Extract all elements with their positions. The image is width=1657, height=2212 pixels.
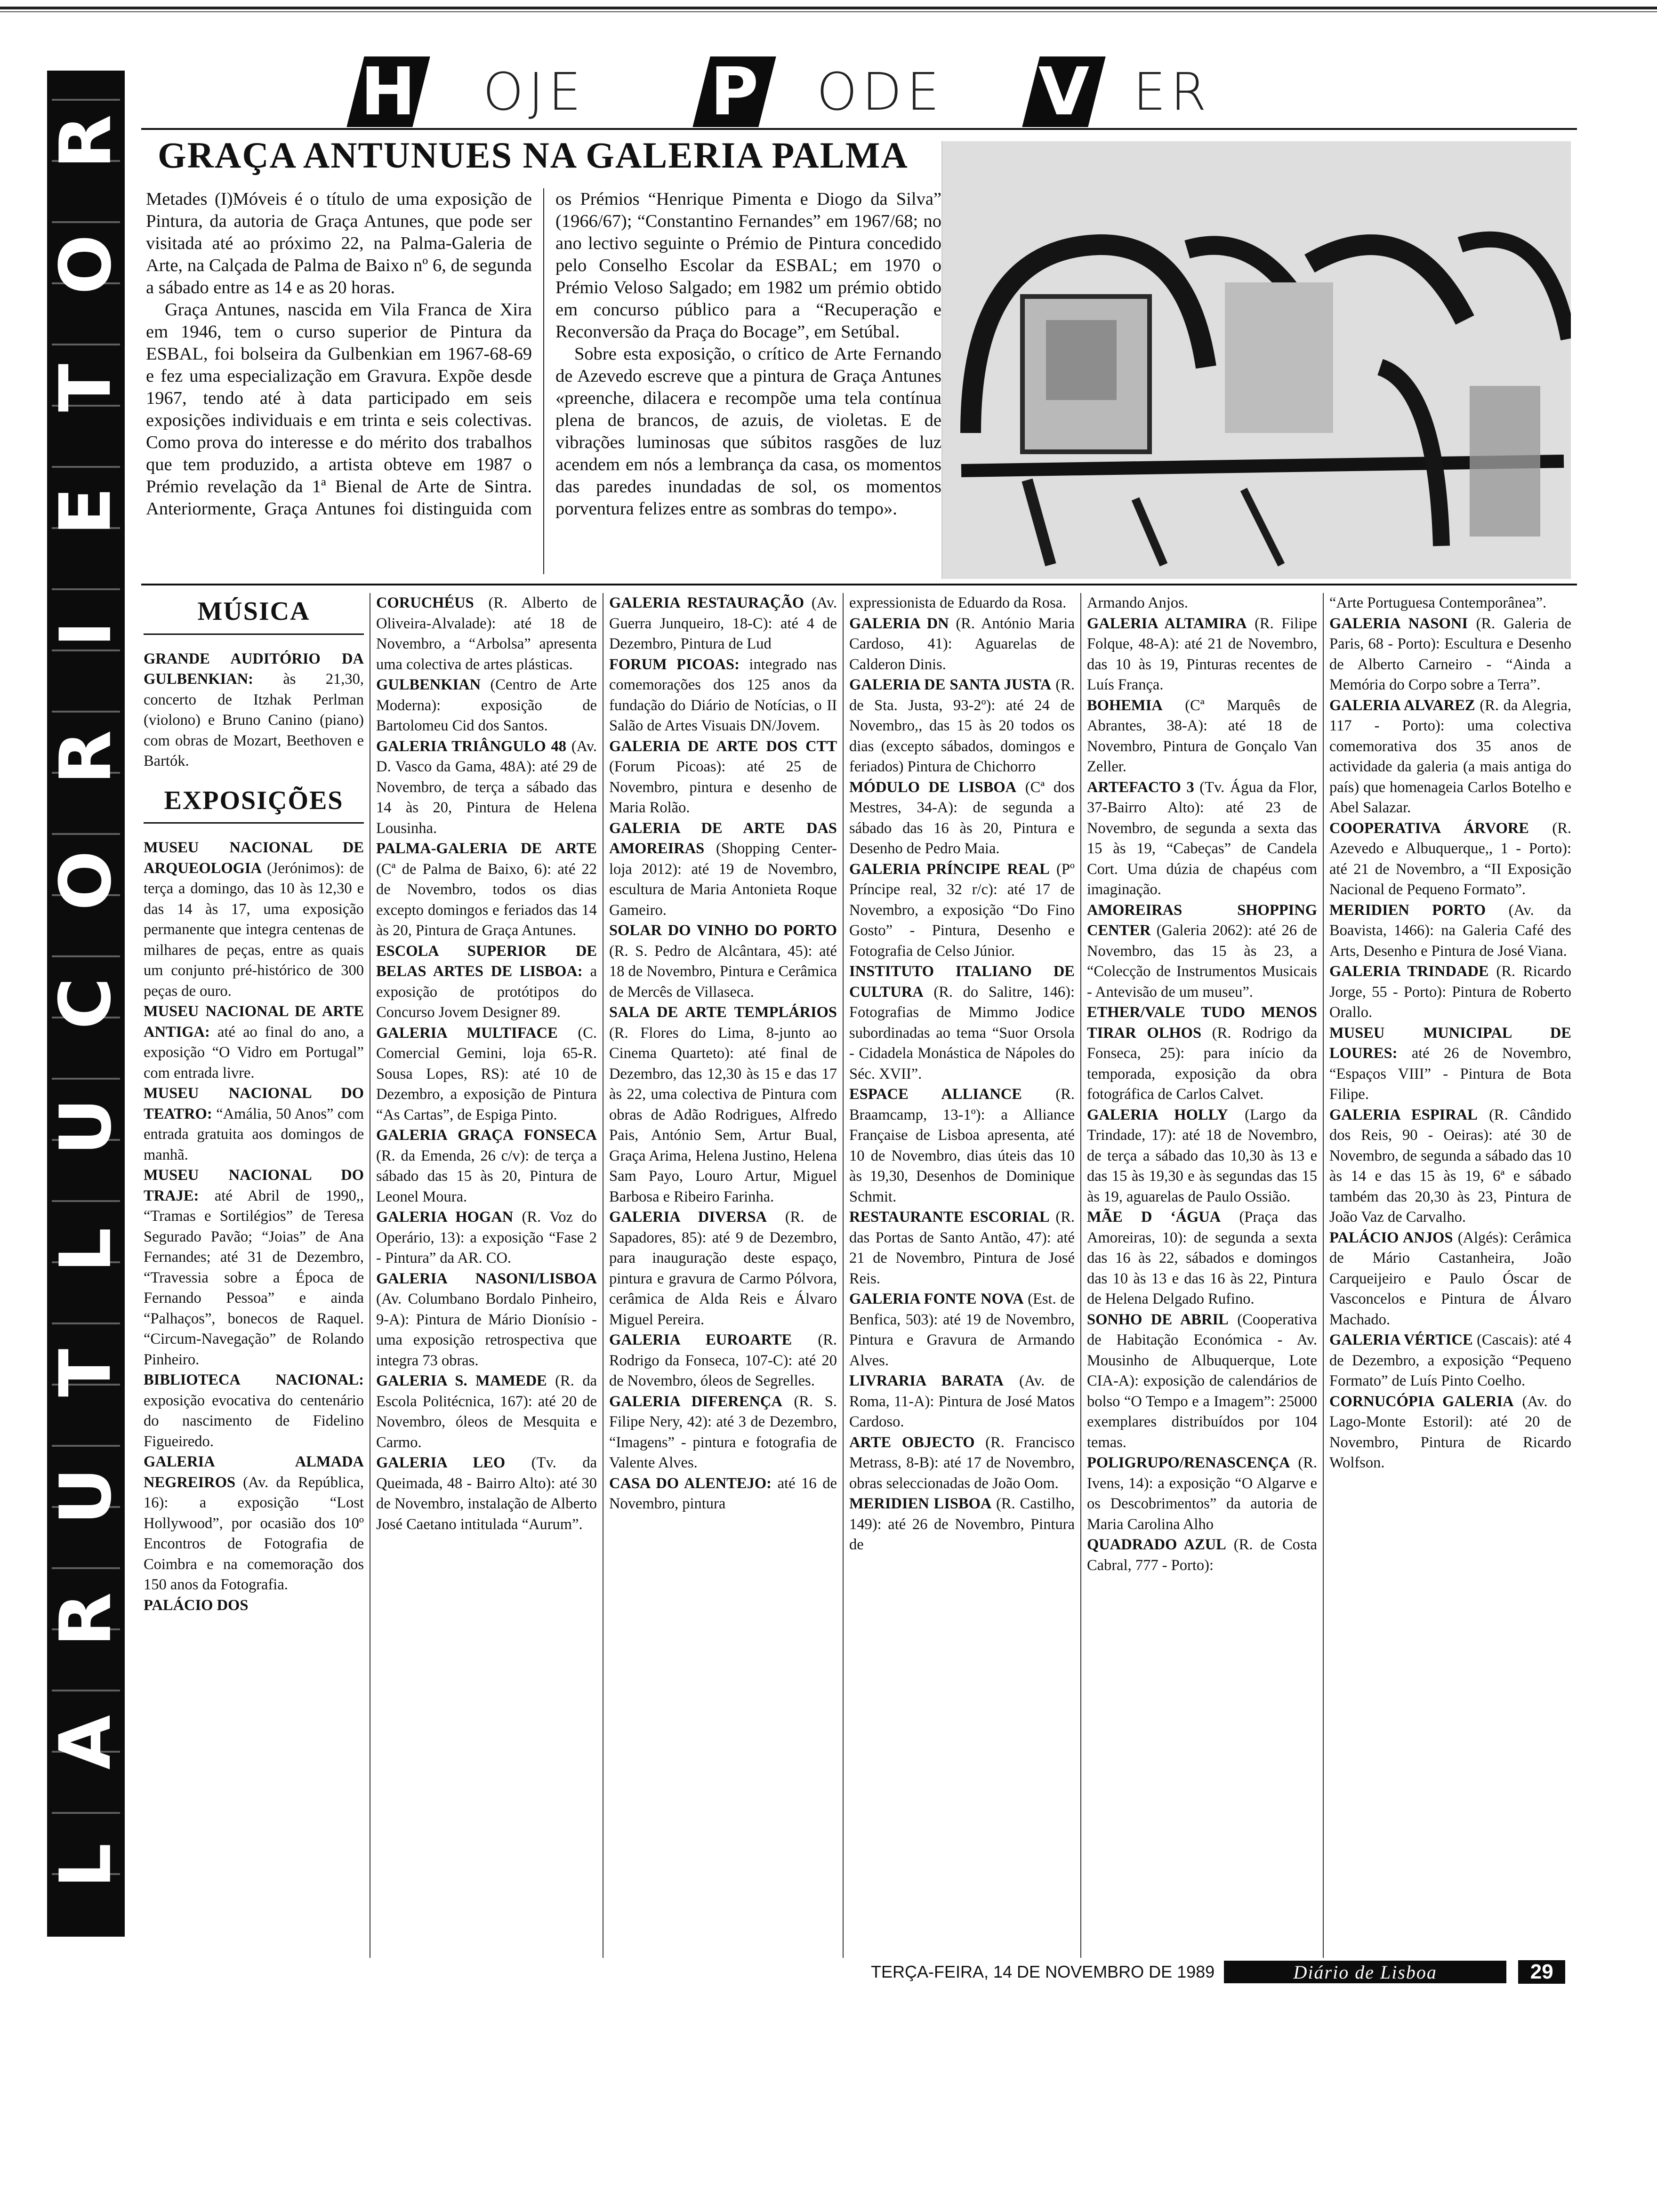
listing-details: (Cascais): até 4 de Dezembro, a exposição “Pequeno Formato” de Luís Pinto Coelho. [1329,1331,1571,1389]
side-banner-letter [45,1080,127,1174]
side-banner-hatch [52,955,120,957]
listing-entry [1329,1330,1571,1392]
header-rule [141,128,1577,130]
listing-entry [1087,1207,1317,1310]
listing-entry [376,941,597,1023]
listing-venue: SOLAR DO VINHO DO PORTO [609,922,837,939]
listings-column [1080,593,1323,1958]
listing-details: (Av. Columbano Bordalo Pinheiro, 9-A): Pintura de Mário Dionísio - uma exposição retrospectiva que integra 73 obras. [376,1290,597,1369]
side-banner-hatch [52,99,120,101]
side-banner-hatch [52,1139,120,1141]
exhibition-list [609,593,837,1515]
listing-venue: GALERIA ESPIRAL [1329,1106,1478,1123]
listing-details: (Tv. Água da Flor, 37-Bairro Alto): até 23 de Novembro, de segunda a sexta das 15 às 19, “Cabeças” de Candela Cort. Uma dúzia de chapéus com imaginação. [1087,778,1318,898]
listing-details: “Amália, 50 Anos” com entrada gratuita aos domingos de manhã. [144,1105,364,1163]
listing-venue: FORUM PICOAS: [609,656,740,673]
listing-entry [1329,696,1571,818]
music-list [144,649,364,772]
footer-date: TERÇA-FEIRA, 14 DE NOVEMBRO DE 1989 [871,1962,1215,1981]
listing-entry [1329,900,1571,962]
listing-venue: PALMA-GALERIA DE ARTE [376,840,597,857]
listing-entry [1087,1105,1317,1208]
listing-entry [1087,1453,1317,1535]
listing-venue: GALERIA NASONI/LISBOA [376,1270,597,1287]
listing-details: (Av. Guerra Junqueiro, 18-C): até 4 de Dezembro, Pintura de Lud [609,594,837,652]
listing-venue: PALÁCIO DOS [144,1596,249,1614]
side-banner-hatch [52,1690,120,1691]
listing-venue: COOPERATIVA ÁRVORE [1329,819,1529,837]
side-banner-letter-text: R [45,730,127,785]
listing-details: (R. Alberto de Oliveira-Alvalade): até 18 de Novembro, a “Arbolsa” apresenta uma colectiva de artes plásticas. [376,594,597,673]
listing-entry [849,1084,1075,1207]
listing-entry [849,859,1075,962]
listing-entry [1329,614,1571,696]
artwork-illustration [942,141,1571,579]
listing-entry [849,1207,1075,1289]
listing-venue: MÃE D ‘ÁGUA [1087,1209,1221,1226]
listing-venue: ARTE OBJECTO [849,1434,975,1451]
feature-paragraph: Sobre esta exposição, o crítico de Arte Fernando de Azevedo escreve que a pintura de Graça Antunes «preenche, dilacera e recompõe uma tela contínua plena de brancos, de azuis, de violetas. E de vibrações luminosas que súbitos rasgões de luz acendem em nós a lembrança da casa, os momentos das paredes inundadas de sol, os momentos porventura felizes entre as sombras do tempo». [555,344,941,519]
side-banner-letter [45,1695,127,1789]
listing-venue: RESTAURANTE ESCORIAL [849,1209,1050,1226]
listing-entry [1087,1002,1317,1105]
page-number: 29 [1518,1960,1565,1984]
listing-entry [609,1207,837,1330]
listing-entry [1087,614,1317,696]
listing-venue: BIBLIOTECA NACIONAL: [144,1371,364,1388]
listing-entry [1329,818,1571,900]
listing-venue: GALERIA RESTAURAÇÃO [609,594,804,611]
listing-details: (Cª de Palma de Baixo, 6): até 22 de Novembro, todos os dias excepto domingos e feriados das 14 às 20, Pintura de Graça Antunes. [376,860,597,939]
side-banner-letter [45,464,127,558]
listing-venue: MERIDIEN PORTO [1329,901,1486,919]
listing-venue: MUSEU NACIONAL DE ARTE ANTIGA: [144,1003,364,1041]
listing-venue: GALERIA TRINDADE [1329,963,1489,980]
side-banner-letter-text: U [45,1098,127,1155]
side-banner-letter [45,1326,127,1420]
listing-details: (Av. da Boavista, 1466): na Galeria Café des Arts, Desenho e Pintura de José Viana. [1329,901,1571,960]
side-banner-hatch [52,1628,120,1630]
listing-details: “Arte Portuguesa Contemporânea”. [1329,594,1547,611]
listing-entry [376,1023,597,1126]
side-banner-letter-text: R [45,114,127,169]
listing-details: (R. António Maria Cardoso, 41): Aguarelas de Calderon Dinis. [849,615,1075,673]
listing-venue: SALA DE ARTE TEMPLÁRIOS [609,1004,837,1021]
listing-details: até ao final do ano, a exposição “O Vidro em Portugal” com entrada livre. [144,1023,364,1082]
feature-title: GRAÇA ANTUNUES NA GALERIA PALMA [158,135,909,176]
listing-entry [609,655,837,737]
side-banner-letter-text: A [45,1715,127,1770]
side-banner-letter-text: C [45,978,127,1030]
listing-entry [849,1371,1075,1433]
listing-details: exposição evocativa do centenário do nascimento de Fidelino Figueiredo. [144,1392,364,1450]
header-word-rest: ER [1133,62,1211,122]
listing-details: (Av. do Lago-Monte Estoril): até 20 de Novembro, Pintura de Ricardo Wolfson. [1329,1393,1571,1471]
side-banner-letter [45,1449,127,1543]
listing-details: (Galeria 2062): até 26 de Novembro, das 15 às 23, a “Colecção de Instrumentos Musicais - Antevisão de um museu”. [1087,922,1317,1001]
section-heading-exhibitions: EXPOSIÇÕES [164,785,344,815]
section-rule [144,633,364,635]
side-banner [47,71,125,1937]
listing-details: (C. Comercial Gemini, loja 65-R. Sousa Lopes, RS): até 10 de Dezembro, a exposição de Pintura “As Cartas”, de Espiga Pinto. [376,1024,597,1123]
side-banner-letter-text: U [45,1467,127,1525]
listing-details: até 26 de Novembro, “Espaços VIII” - Pintura de Bota Filipe. [1329,1045,1571,1103]
listing-entry [609,818,837,921]
listing-details: (R. Rodrigo da Fonseca, 25): para início da temporada, exposição da obra fotográfica de Carlos Calvet. [1087,1024,1317,1103]
side-banner-letter [45,1572,127,1667]
listing-details: (R. de Sta. Justa, 93-2º): até 24 de Novembro,, das 15 às 20 todos os dias (excepto sábados, domingos e feriados) Pintura de Chichorro [849,676,1075,775]
listings-column [843,593,1080,1958]
listing-venue: GALERIA ALMADA NEGREIROS [144,1453,364,1491]
feature-bottom-rule [141,584,1577,585]
side-banner-letter-text: O [45,850,127,911]
listing-venue: GALERIA S. MAMEDE [376,1372,547,1389]
side-banner-hatch [52,405,120,407]
listing-details: integrado nas comemorações dos 125 anos da fundação do Diário de Notícias, o II Salão de Artes Visuais DN/Jovem. [609,656,837,734]
side-banner-letter [45,95,127,189]
listing-venue: GALERIA DN [849,615,949,632]
listing-venue: MÓDULO DE LISBOA [849,778,1017,796]
listing-venue: POLIGRUPO/RENASCENÇA [1087,1454,1290,1471]
top-border [0,7,1657,9]
listing-details: (Av. de Roma, 11-A): Pintura de José Matos Cardoso. [849,1372,1075,1430]
listing-entry [849,675,1075,777]
listing-venue: GALERIA NASONI [1329,615,1468,632]
listing-details: (Forum Picoas): até 25 de Novembro, pintura e desenho de Maria Rolão. [609,758,837,816]
listing-venue: ESCOLA SUPERIOR DE BELAS ARTES DE LISBOA: [376,942,597,980]
listing-venue: GULBENKIAN [376,676,481,693]
listing-venue: GALERIA VÉRTICE [1329,1331,1473,1348]
listing-venue: ETHER/VALE TUDO MENOS TIRAR OLHOS [1087,1004,1317,1042]
side-banner-hatch [52,160,120,162]
listing-details: Armando Anjos. [1087,594,1188,611]
listing-details: (R. das Portas de Santo Antão, 47): até 21 de Novembro, Pintura de José Reis. [849,1209,1075,1287]
listing-details: (R. Cândido dos Reis, 90 - Oeiras): até 30 de Novembro, de segunda a sábado das 10 às 14 e das 15 às 19, 6ª e sábado também das 20,30 às 23, Pintura de João Vaz de Carvalho. [1329,1106,1571,1226]
listing-details: (R. Ivens, 14): a exposição “O Algarve e os Descobrimentos” da autoria de Maria Carolina Alho [1087,1454,1317,1533]
listing-entry [1329,1392,1571,1474]
listing-entry [1087,696,1317,777]
listing-venue: BOHEMIA [1087,697,1163,714]
listing-details: (R. do Salitre, 146): Fotografias de Mimmo Jodice subordinadas ao tema “Suor Orsola - Cidadela Monástica de Nápoles do Séc. XVII”. [849,983,1075,1082]
listing-venue: GALERIA DE SANTA JUSTA [849,676,1052,693]
listing-venue: GALERIA GRAÇA FONSECA [376,1127,597,1144]
listing-details: (Centro de Arte Moderna): exposição de Bartolomeu Cid dos Santos. [376,676,597,734]
listing-entry [849,1433,1075,1494]
listing-venue: LIVRARIA BARATA [849,1372,1004,1389]
side-banner-hatch [52,588,120,590]
listing-entry [1087,1535,1317,1576]
side-banner-hatch [52,1384,120,1386]
listing-details: (Tv. da Queimada, 48 - Bairro Alto): até 30 de Novembro, instalação de Alberto José Caetano intitulada “Aurum”. [376,1454,597,1533]
listing-entry [849,1289,1075,1371]
listing-details: (R. Filipe Folque, 48-A): até 21 de Novembro, das 10 às 19, Pinturas recentes de Luís França. [1087,615,1317,693]
listing-entry [376,1453,597,1535]
listing-details: (Av. D. Vasco da Gama, 48A): até 29 de Novembro, de terça a sábado das 14 às 20, Pintura de Helena Lousinha. [376,737,597,837]
listing-venue: GALERIA HOLLY [1087,1106,1228,1123]
listing-entry [1087,1310,1317,1453]
listing-details: até 16 de Novembro, pintura [609,1475,837,1512]
listing-details: até Abril de 1990,, “Tramas e Sortilégios” de Teresa Segurado Pavão; “Joias” de Ana Fernandes; até 31 de Dezembro, “Travessia sobre a Época de Fernando Pessoa” e ainda “Palhaços”, bonecos de Raquel. “Circum-Navegação” de Rolando Pinheiro. [144,1187,364,1368]
header-cap-text: H [361,53,416,130]
side-banner-hatch [52,772,120,774]
listing-venue: GALERIA DIFERENÇA [609,1393,782,1410]
listing-venue: CASA DO ALENTEJO: [609,1475,772,1492]
listing-venue: GALERIA PRÍNCIPE REAL [849,860,1050,878]
listing-entry [1329,962,1571,1023]
listing-details: (Cooperativa de Habitação Económica - Av. Mousinho de Albuquerque, Lote CIA-A): exposição de calendários de bolso “O Tempo e a Imagem”: 25000 exemplares distribuídos por 104 temas. [1087,1311,1317,1451]
listing-entry [1329,1105,1571,1228]
side-banner-hatch [52,711,120,713]
listing-details: (R. de Costa Cabral, 777 - Porto): [1087,1536,1317,1574]
listing-venue: MUSEU NACIONAL DO TEATRO: [144,1085,364,1122]
header-cap-text: P [710,53,759,130]
listing-details: (R. Flores do Lima, 8-junto ao Cinema Quarteto): até final de Dezembro, das 12,30 às 15 e das 17 às 22, uma colectiva de Pintura com obras de Adão Rodrigues, Alfredo Pais, António Sem, Artur Bual, Graça Arima, Helena Justino, Helena Sam Payo, Louro Artur, Miguel Barbosa e Ribeiro Farinha. [609,1024,837,1205]
listing-venue: ESPACE ALLIANCE [849,1086,1022,1103]
listing-venue: SONHO DE ABRIL [1087,1311,1229,1328]
listing-details: (R. Rodrigo da Fonseca, 107-C): até 20 de Novembro, óleos de Segrelles. [609,1331,837,1389]
listing-details: (Cª Marquês de Abrantes, 38-A): até 18 de Novembro, Pintura de Gonçalo Van Zeller. [1087,697,1317,775]
side-banner-hatch [52,1261,120,1263]
side-banner-hatch [52,221,120,223]
side-banner-letter-text: O [45,234,127,295]
listing-venue: MUSEU MUNICIPAL DE LOURES: [1329,1024,1571,1062]
listing-details: (Largo da Trindade, 17): até 18 de Novembro, de terça a sábado das 10,30 às 13 e das 15 às 19,30 e às segundas das 15 às 19, aguarelas de Paulo Ossião. [1087,1106,1317,1205]
listing-entry [376,737,597,839]
listing-details: (R. da Escola Politécnica, 167): até 20 de Novembro, óleos de Mesquita e Carmo. [376,1372,597,1451]
listing-entry [1329,1023,1571,1105]
listing-entry [1329,593,1571,614]
listing-details: (R. Castilho, 149): até 26 de Novembro, Pintura de [849,1495,1075,1553]
top-border-thin [0,11,1657,12]
side-banner-letter-text: R [45,1592,127,1647]
side-banner-title [47,71,125,1937]
exhibition-list [376,593,597,1535]
side-banner-letter-text: T [45,1349,127,1397]
listing-entry [144,1452,364,1595]
listing-venue: GALERIA DE ARTE DOS CTT [609,737,837,755]
listing-details: (R. S. Filipe Nery, 42): até 3 de Dezembro, “Imagens” - pintura e fotografia de Valente Alves. [609,1393,837,1471]
side-banner-letter-text: T [45,363,127,412]
listing-details: (R. da Alegria, 117 - Porto): uma colectiva comemorativa dos 35 anos de actividade da galeria (a mais antiga do país) que homenageia Carlos Botelho e Abel Salazar. [1329,697,1571,816]
side-banner-hatch [52,466,120,468]
exhibition-list [144,838,364,1616]
listing-details: (Jerónimos): de terça a domingo, das 10 às 12,30 e das 14 às 17, uma exposição permanente que integra centenas de milhares de peças, entre as quais um conjunto pré-histórico de 300 peças de ouro. [144,859,364,1000]
header-word-rest: OJE [483,62,586,122]
listing-entry [609,1002,837,1207]
listing-entry [376,1207,597,1269]
feature-paragraph: Metades (I)Móveis é o título de uma exposição de Pintura, da autoria de Graça Antunes, que pode ser visitada até ao próximo 22, na Palma-Galeria de Arte, na Calçada de Palma de Baixo nº 6, de segunda a sábado entre as 14 e as 20 horas. [146,189,532,297]
footer-masthead: Diário de Lisboa [1224,1961,1506,1983]
listing-entry [144,838,364,1002]
listing-venue: AMOREIRAS SHOPPING CENTER [1087,901,1317,939]
listing-details: (R. Braamcamp, 13-1º): a Alliance Française de Lisboa apresenta, até 10 de Novembro, dias úteis das 10 às 19,30, Desenhos de Dominique Schmit. [849,1086,1075,1205]
listings-column [603,593,843,1958]
listing-entry [1087,593,1317,614]
header-cap-letter [1022,53,1105,130]
listing-entry [609,737,837,818]
side-banner-letter-text: L [45,1843,127,1888]
listing-venue: CORNUCÓPIA GALERIA [1329,1393,1514,1410]
side-banner-hatch [52,1812,120,1814]
listing-venue: GRANDE AUDITÓRIO DA GULBENKIAN: [144,650,364,688]
listing-entry [376,839,597,941]
side-banner-hatch [52,1445,120,1447]
listing-venue: ARTEFACTO 3 [1087,778,1194,796]
listing-details: (R. Galeria de Paris, 68 - Porto): Escultura e Desenho de Alberto Carneiro - “Ainda a Memória do Corpo sobre a Terra”. [1329,615,1571,693]
listing-details: (Est. de Benfica, 503): até 19 de Novembro, Pintura e Gravura de Armando Alves. [849,1290,1075,1369]
listing-venue: MERIDIEN LISBOA [849,1495,992,1512]
listings-column [370,593,603,1958]
listing-venue: GALERIA DIVERSA [609,1209,767,1226]
exhibition-list [1329,593,1571,1474]
listing-entry [849,593,1075,614]
listing-entry [144,1165,364,1370]
side-banner-letter [45,1819,127,1913]
listing-venue: GALERIA HOGAN [376,1209,514,1226]
listing-venue: GALERIA ALTAMIRA [1087,615,1247,632]
listing-entry [849,614,1075,675]
listing-details: (Av. da República, 16): a exposição “Lost Hollywood”, por ocasião dos 10º Encontros de Fotografia de Coimbra e na comemoração dos 150 anos da Fotografia. [144,1474,364,1593]
side-banner-letter-text: E [45,487,127,536]
side-banner-hatch [52,1751,120,1753]
listing-venue: GALERIA DE ARTE DAS AMOREIRAS [609,819,837,857]
listing-entry [1087,900,1317,1003]
listing-entry [849,1494,1075,1555]
listings-column [1323,593,1577,1958]
listing-entry [144,1370,364,1452]
listing-details: (R. Ricardo Jorge, 55 - Porto): Pintura de Roberto Orallo. [1329,963,1571,1021]
listing-details: (R. Voz do Operário, 13): a exposição “Fase 2 - Pintura” da AR. CO. [376,1209,597,1266]
listing-entry [376,1125,597,1207]
listing-venue: GALERIA ALVAREZ [1329,697,1475,714]
listing-details: (R. Francisco Metrass, 8-B): até 17 de Novembro, obras seleccionadas de João Oom. [849,1434,1075,1492]
side-banner-hatch [52,649,120,651]
listing-entry [144,1595,364,1616]
side-banner-hatch [52,1567,120,1569]
side-banner-hatch [52,1506,120,1508]
listing-entry [376,675,597,737]
listing-details: (R. S. Pedro de Alcântara, 45): até 18 de Novembro, Pintura e Cerâmica de Mercês de Villaseca. [609,942,837,1001]
listing-venue: INSTITUTO ITALIANO DE CULTURA [849,963,1075,1001]
listings [144,593,1577,1958]
side-banner-hatch [52,833,120,835]
listing-details: (Praça das Amoreiras, 10): de segunda a sexta das 16 às 22, sábados e domingos das 10 às 13 e das 16 às 22, Pintura de Helena Delgado Rufino. [1087,1209,1317,1307]
side-banner-hatch [52,1200,120,1202]
listing-entry [609,921,837,1002]
side-banner-hatch [52,527,120,529]
listing-details: (Pº Príncipe real, 32 r/c): até 17 de Novembro, a exposição “Do Fino Gosto” - Pintura, Desenho e Fotografia de Celso Júnior. [849,860,1075,960]
listing-entry [376,1371,597,1453]
listings-column [144,593,370,1958]
page-footer [871,1958,1586,1986]
side-banner-letter [45,956,127,1050]
listing-entry [609,1330,837,1392]
side-banner-hatch [52,1017,120,1018]
side-banner-hatch [52,344,120,345]
listing-entry [849,962,1075,1084]
listing-details: a exposição de protótipos do Concurso Jovem Designer 89. [376,963,597,1021]
listing-details: expressionista de Eduardo da Rosa. [849,594,1067,611]
side-banner-letter [45,710,127,804]
listing-details: (R. de Sapadores, 85): até 9 de Dezembro, para inauguração deste espaço, pintura e gravura de Carmo Pólvora, cerâmica de Alda Reis e Álvaro Miguel Pereira. [609,1209,837,1328]
header-cap-letter [692,53,776,130]
side-banner-hatch [52,282,120,284]
side-banner-hatch [52,894,120,896]
listing-entry [376,593,597,675]
listing-details: às 21,30, concerto de Itzhak Perlman (violono) e Bruno Canino (piano) com obras de Mozart, Beethoven e Bartók. [144,671,364,769]
header-cap-letter [346,53,430,130]
side-banner-hatch [52,1322,120,1324]
listing-entry [144,1002,364,1083]
listing-entry [1329,1228,1571,1330]
listing-entry [144,1083,364,1165]
listing-venue: GALERIA FONTE NOVA [849,1290,1024,1307]
listing-entry [1087,777,1317,900]
listing-details: (R. Azevedo e Albuquerque,, 1 - Porto): até 21 de Novembro, a “II Exposição Nacional de Pequeno Formato”. [1329,819,1572,898]
listing-entry [609,1474,837,1515]
listing-venue: GALERIA LEO [376,1454,506,1471]
artwork-photo [941,141,1571,579]
listing-venue: GALERIA EUROARTE [609,1331,792,1348]
listing-venue: CORUCHÉUS [376,594,474,611]
listing-venue: MUSEU NACIONAL DE ARQUEOLOGIA [144,839,364,877]
header-word-rest: ODE [816,62,944,122]
listing-venue: QUADRADO AZUL [1087,1536,1226,1553]
listing-entry [144,649,364,772]
exhibition-list [849,593,1075,1555]
section-header [355,53,1325,130]
listing-venue: GALERIA MULTIFACE [376,1024,558,1042]
listing-details: (R. da Emenda, 26 c/v): de terça a sábado das 15 às 20, Pintura de Leonel Moura. [376,1147,597,1205]
listing-details: (Cª dos Mestres, 34-A): de segunda a sábado das 16 às 20, Pintura e Desenho de Pedro Maia. [849,778,1075,857]
side-banner-letter [45,1203,127,1297]
header-cap-text: V [1038,53,1090,130]
side-banner-letter [45,341,127,435]
listing-details: (Shopping Center-loja 2012): até 19 de Novembro, escultura de Maria Antonieta Roque Gameiro. [609,840,837,919]
side-banner-hatch [52,1873,120,1875]
listing-venue: GALERIA TRIÂNGULO 48 [376,737,566,755]
listing-details: (Algés): Cerâmica de Mário Castanheira, João Carqueijeiro e Paulo Óscar de Vasconcelos e Pintura de Álvaro Machado. [1329,1229,1571,1328]
section-rule [144,822,364,824]
listing-entry [849,777,1075,859]
feature-paragraph: Graça Antunes, nascida em Vila Franca de Xira em 1946, tem o curso superior de Pintura da ESBAL, foi bolseira da Gulbenkian em 1967-68-69 e fez uma especialização em Gravura. Expõe desde 1967, tendo até à data participado em seis exposições individuais e em trinta e seis colectivas. Como prova do interesse e do mérito dos trabalhos que tem produzido, a artista obteve em 1987 o Prémio revelação da 1ª Bienal de Arte de Sintra. Anteriormente, Graça Antunes foi distinguida com os Prémios “Henrique Pimenta e Diogo da Silva” (1966/67); “Constantino Fernandes” em 1967/68; no ano lectivo seguinte o Prémio de Pintura concedido pelo Conselho Escolar da ESBAL; em 1970 o Prémio Veloso Salgado; em 1982 um prémio obtido em concurso público para a “Recuperação e Reconversão da Praça do Bocage”, em Setúbal. [146,189,941,519]
side-banner-letter-text: I [45,621,127,648]
section-heading-music: MÚSICA [197,597,310,626]
side-banner-letter [45,587,127,681]
side-banner-letter-text: L [45,1227,127,1273]
listing-entry [609,593,837,655]
side-banner-hatch [52,1078,120,1080]
listing-entry [376,1269,597,1371]
listing-venue: PALÁCIO ANJOS [1329,1229,1453,1246]
side-banner-letter [45,834,127,928]
listing-venue: MUSEU NACIONAL DO TRAJE: [144,1167,364,1204]
side-banner-letter [45,217,127,312]
listing-entry [609,1392,837,1474]
exhibition-list [1087,593,1317,1576]
feature-body [146,188,941,574]
